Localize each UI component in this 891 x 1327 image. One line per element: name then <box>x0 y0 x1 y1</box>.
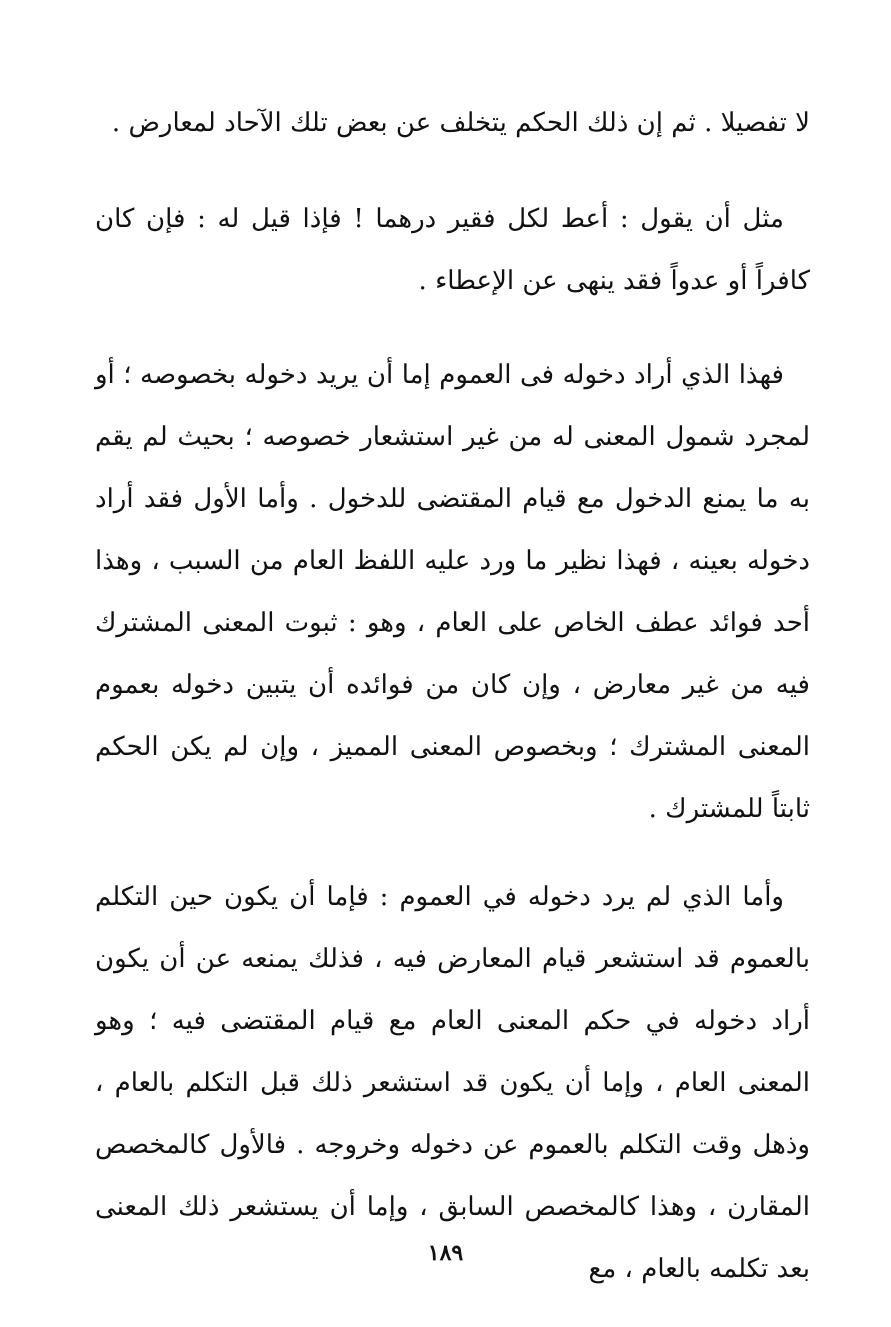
paragraph-4: وأما الذي لم يرد دخوله في العموم : فإما أن يكون حين التكلم بالعموم قد استشعر قيام المعارض فيه ، فذلك يمنعه عن أن يكون أراد دخوله في حكم المعنى العام مع قيام المقتضى فيه ؛ وهو المعنى العام ، وإما أن يكون قد استشعر ذلك قبل التكلم بالعام ، وذهل وقت التكلم بالعموم عن دخوله وخروجه . فالأول كالمخصص المقارن ، وهذا كالمخصص السابق ، وإما أن يستشعر ذلك المعنى بعد تكلمه بالعام ، مع <box>95 882 810 1284</box>
paragraph-3: فهذا الذي أراد دخوله فى العموم إما أن يريد دخوله بخصوصه ؛ أو لمجرد شمول المعنى له من غير استشعار خصوصه ؛ بحيث لم يقم به ما يمنع الدخول مع قيام المقتضى للدخول . وأما الأول فقد أراد دخوله بعينه ، فهذا نظير ما ورد عليه اللفظ العام من السبب ، وهذا أحد فوائد عطف الخاص على العام ، وهو : ثبوت المعنى المشترك فيه من غير معارض ، وإن كان من فوائده أن يتبين دخوله بعموم المعنى المشترك ؛ وبخصوص المعنى المميز ، وإن لم يكن الحكم ثابتاً للمشترك . <box>95 360 810 824</box>
page-number: ١٨٩ <box>427 1240 464 1266</box>
paragraph-2: مثل أن يقول : أعط لكل فقير درهما ! فإذا قيل له : فإن كان كافراً أو عدواً فقد ينهى عن الإعطاء . <box>95 204 810 296</box>
paragraph-1: لا تفصيلا . ثم إن ذلك الحكم يتخلف عن بعض تلك الآحاد لمعارض . <box>111 108 810 138</box>
